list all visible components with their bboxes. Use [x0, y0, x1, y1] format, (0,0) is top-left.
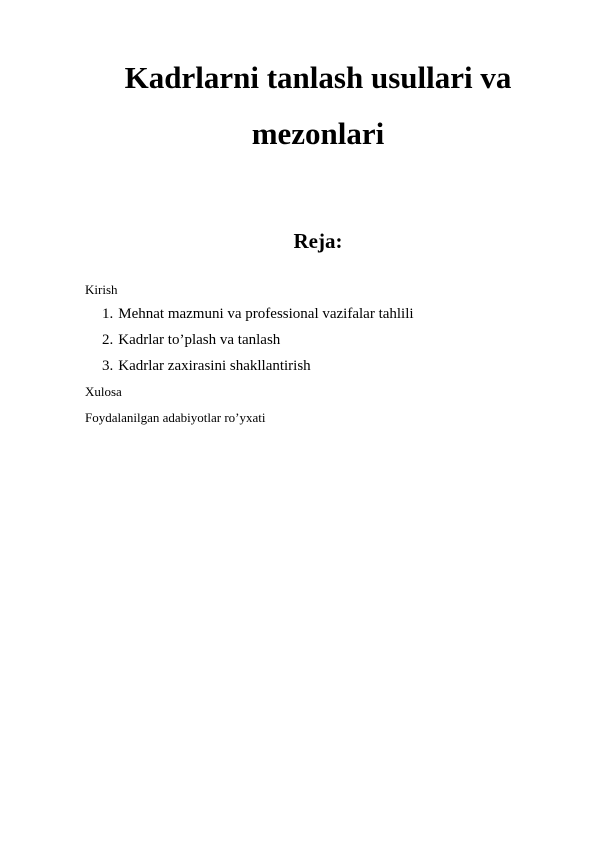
- toc-item-text: Kadrlar to’plash va tanlash: [118, 332, 281, 348]
- toc-item: [102, 305, 414, 323]
- toc-intro: Kirish: [85, 282, 118, 297]
- toc-item-text: Kadrlar zaxirasini shakllantirish: [118, 358, 311, 374]
- title-line-1: Kadrlarni tanlash usullari va: [124, 60, 512, 95]
- toc-item-number: 2.: [102, 332, 114, 348]
- toc-item: [102, 331, 280, 349]
- toc-references: Foydalanilgan adabiyotlar ro’yxati: [85, 410, 266, 425]
- plan-heading: Reja:: [293, 229, 343, 253]
- toc-item-number: 3.: [102, 358, 114, 374]
- toc-item-text: Mehnat mazmuni va professional vazifalar tahlili: [118, 306, 414, 322]
- toc-item-number: 1.: [102, 306, 114, 322]
- toc-conclusion: Xulosa: [85, 384, 122, 399]
- toc-item: [102, 357, 311, 375]
- title-line-2: mezonlari: [251, 116, 385, 151]
